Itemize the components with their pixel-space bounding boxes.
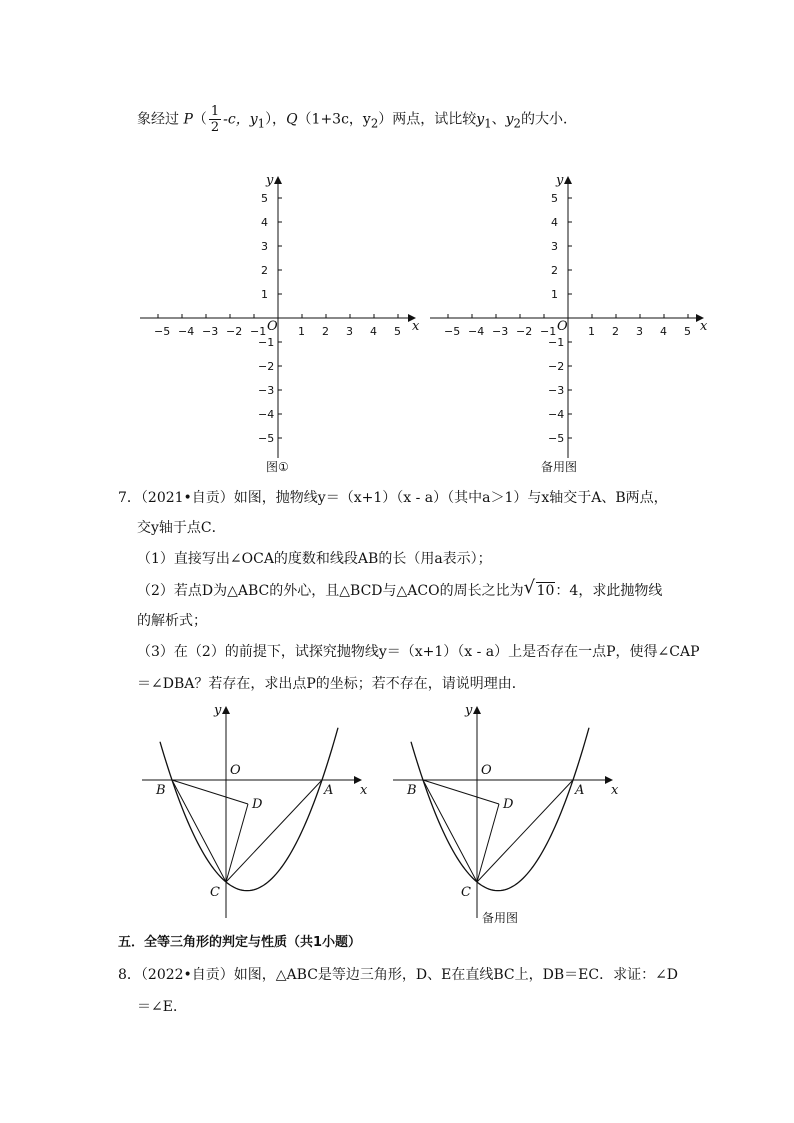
y-tick-label: −4 xyxy=(548,408,565,421)
problem7-question2: （2）若点D为△ABC的外心，且△BCD与△ACO的周长之比为 √ 10：4，求此抛物线 xyxy=(137,580,662,602)
fraction-half: $\frac{1}{2}$ xyxy=(210,104,220,135)
segment-bc xyxy=(423,780,477,882)
y-tick-label: 1 xyxy=(261,288,268,301)
x-axis-label: x xyxy=(700,319,708,334)
y-tick-label: −2 xyxy=(258,360,275,373)
segment-bd xyxy=(423,780,499,804)
y-tick-label: 3 xyxy=(261,240,268,253)
problem7-question2-cont: 的解析式； xyxy=(137,613,207,629)
y-axis-arrow-icon xyxy=(473,706,481,714)
x-tick-label: 3 xyxy=(636,325,643,338)
point-b-label: B xyxy=(156,783,166,798)
y-tick-label: 3 xyxy=(551,240,558,253)
y-tick-label: −3 xyxy=(258,384,275,397)
parabola-figure-2-caption: 备用图 xyxy=(482,911,519,925)
x-axis-label: x xyxy=(360,783,368,798)
x-tick-label: −5 xyxy=(444,325,461,338)
y-axis-label: y xyxy=(556,173,564,188)
y-tick-label: 2 xyxy=(261,264,268,277)
origin-label: O xyxy=(267,319,278,334)
problem7-question1: （1）直接写出∠OCA的度数和线段AB的长（用a表示）； xyxy=(137,551,492,567)
x-tick-label: 4 xyxy=(660,325,667,338)
y-tick-label: −1 xyxy=(548,336,565,349)
x-tick-label: −3 xyxy=(492,325,509,338)
point-c-label: C xyxy=(461,885,471,900)
point-a-label: A xyxy=(324,783,334,798)
y-axis-label: y xyxy=(214,703,222,718)
x-tick-label: −4 xyxy=(178,325,195,338)
problem8-line2: ＝∠E． xyxy=(137,999,187,1015)
x-tick-label: −2 xyxy=(516,325,533,338)
x-tick-label: −5 xyxy=(154,325,171,338)
problem7-line2: 交y轴于点C． xyxy=(137,520,226,536)
x-tick-label: 1 xyxy=(588,325,595,338)
y-tick-label: 4 xyxy=(261,216,268,229)
section-heading: 五．全等三角形的判定与性质（共1小题） xyxy=(118,935,362,950)
x-axis-label: x xyxy=(611,783,619,798)
x-tick-label: 5 xyxy=(684,325,691,338)
figure-2-caption: 备用图 xyxy=(541,460,578,474)
origin-label: O xyxy=(557,319,568,334)
y-tick-label: −2 xyxy=(548,360,565,373)
point-b-label: B xyxy=(407,783,417,798)
x-tick-label: −1 xyxy=(540,325,557,338)
y-tick-label: 4 xyxy=(551,216,558,229)
y-tick-label: −5 xyxy=(258,432,275,445)
y-tick-label: 5 xyxy=(261,192,268,205)
origin-label: O xyxy=(230,763,241,778)
problem7-question3: （3）在（2）的前提下，试探究抛物线y＝（x+1）（x - a）上是否存在一点P，使得∠CAP xyxy=(137,644,700,660)
y-tick-label: 5 xyxy=(551,192,558,205)
point-c-label: C xyxy=(210,885,220,900)
x-tick-label: 1 xyxy=(298,325,305,338)
x-tick-label: 2 xyxy=(612,325,619,338)
x-tick-label: −4 xyxy=(468,325,485,338)
y-tick-label: −4 xyxy=(258,408,275,421)
x-tick-label: 2 xyxy=(322,325,329,338)
problem6-line: 象经过 P（ $\frac{1}{2}$ -c，$y_1$），Q（1+3c，$y_2$）两点，试比较$y_1$、$y_2$的大小． xyxy=(137,104,577,135)
y-tick-label: 2 xyxy=(551,264,558,277)
x-tick-label: −3 xyxy=(202,325,219,338)
parabola-curve xyxy=(411,728,589,891)
problem7-line1: 7．（2021•自贡）如图，抛物线y＝（x+1）（x - a）（其中a＞1）与x轴交于A、B两点， xyxy=(118,490,668,506)
point-a-label: A xyxy=(575,783,585,798)
origin-label: O xyxy=(481,763,492,778)
x-tick-label: 5 xyxy=(394,325,401,338)
y-axis-label: y xyxy=(266,173,274,188)
problem8-line1: 8．（2022•自贡）如图，△ABC是等边三角形，D、E在直线BC上，DB＝EC．求证：∠D xyxy=(118,967,679,983)
x-tick-label: −1 xyxy=(250,325,267,338)
y-tick-label: −5 xyxy=(548,432,565,445)
x-axis-label: x xyxy=(412,319,420,334)
sqrt-expression: √ 10 xyxy=(523,577,555,599)
point-d-label: D xyxy=(503,797,514,812)
y-tick-label: −1 xyxy=(258,336,275,349)
point-d-label: D xyxy=(252,797,263,812)
x-tick-label: −2 xyxy=(226,325,243,338)
x-tick-label: 3 xyxy=(346,325,353,338)
x-tick-label: 4 xyxy=(370,325,377,338)
y-tick-label: 1 xyxy=(551,288,558,301)
figure-1-caption: 图① xyxy=(266,460,289,474)
problem7-question3-cont: ＝∠DBA？若存在，求出点P的坐标；若不存在，请说明理由． xyxy=(137,676,526,692)
y-tick-label: −3 xyxy=(548,384,565,397)
y-axis-label: y xyxy=(465,703,473,718)
